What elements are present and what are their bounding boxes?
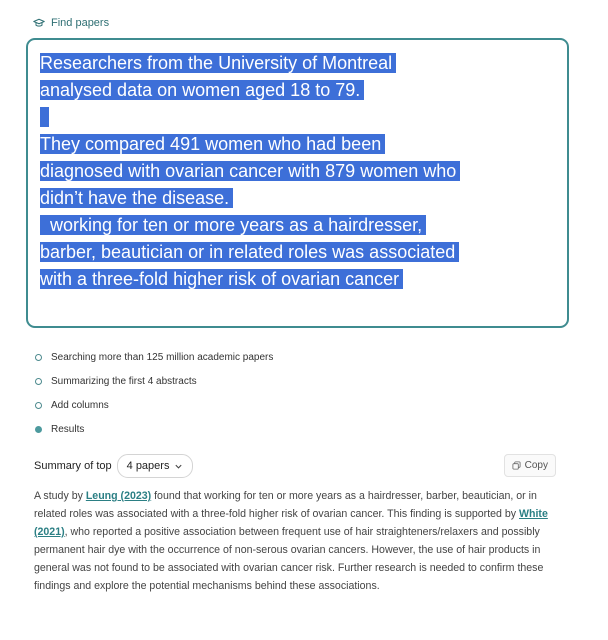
summary-text-part: found that working for ten or more years as a hairdresser, barber, beautician, or in related roles was associated with a three-fold higher risk of ovarian cancer. This finding is supported by — [34, 490, 537, 520]
find-papers-label: Find papers — [51, 17, 110, 29]
copy-label: Copy — [524, 460, 548, 471]
step-status-icon — [35, 354, 42, 361]
step-label: Results — [51, 423, 85, 435]
query-line: barber, beautician or in related roles was associated — [40, 242, 456, 262]
summary-header — [34, 454, 556, 478]
step-label: Searching more than 125 million academic papers — [51, 351, 274, 363]
step-label: Summarizing the first 4 abstracts — [51, 375, 197, 387]
chevron-down-icon — [174, 462, 183, 471]
query-textarea[interactable] — [26, 38, 569, 328]
graduation-cap-icon — [33, 17, 45, 29]
query-line: working for ten or more years as a hairdresser, — [40, 215, 423, 235]
papers-count-value: 4 papers — [126, 460, 170, 472]
summary-text-part: , who reported a positive association between frequent use of hair straighteners/relaxers and possibly permanent hair dye with the occurrence of non-serous ovarian cancers. However, the use of hair products in general was not found to be associated with ovarian cancer risk. Further research is needed to confirm these findings and explore the potential mechanisms behind these associations. — [34, 526, 544, 592]
step-status-icon — [35, 426, 42, 433]
query-line — [40, 107, 45, 127]
query-text — [40, 50, 510, 293]
query-line: with a three-fold higher risk of ovarian cancer — [40, 269, 400, 289]
step-label: Add columns — [51, 399, 109, 411]
papers-count-select[interactable] — [117, 454, 194, 478]
step-status-icon — [35, 402, 42, 409]
summary-text-part: A study by — [34, 490, 86, 502]
copy-icon — [512, 461, 521, 470]
step-searching — [34, 345, 273, 369]
step-add-columns — [34, 393, 273, 417]
summary-title: Summary of top — [34, 460, 112, 472]
step-results — [34, 417, 273, 441]
query-line: They compared 491 women who had been — [40, 134, 382, 154]
query-line: didn’t have the disease. — [40, 188, 230, 208]
query-line: diagnosed with ovarian cancer with 879 women who — [40, 161, 457, 181]
step-summarizing — [34, 369, 273, 393]
progress-steps — [34, 345, 273, 441]
citation-link-leung[interactable]: Leung (2023) — [85, 490, 152, 502]
query-line: Researchers from the University of Montreal — [40, 53, 393, 73]
citation-link-white[interactable]: White (2021) — [34, 508, 548, 538]
copy-button[interactable] — [504, 454, 556, 477]
summary-text — [34, 487, 560, 595]
query-line: analysed data on women aged 18 to 79. — [40, 80, 361, 100]
find-papers-link[interactable] — [33, 17, 109, 29]
step-status-icon — [35, 378, 42, 385]
